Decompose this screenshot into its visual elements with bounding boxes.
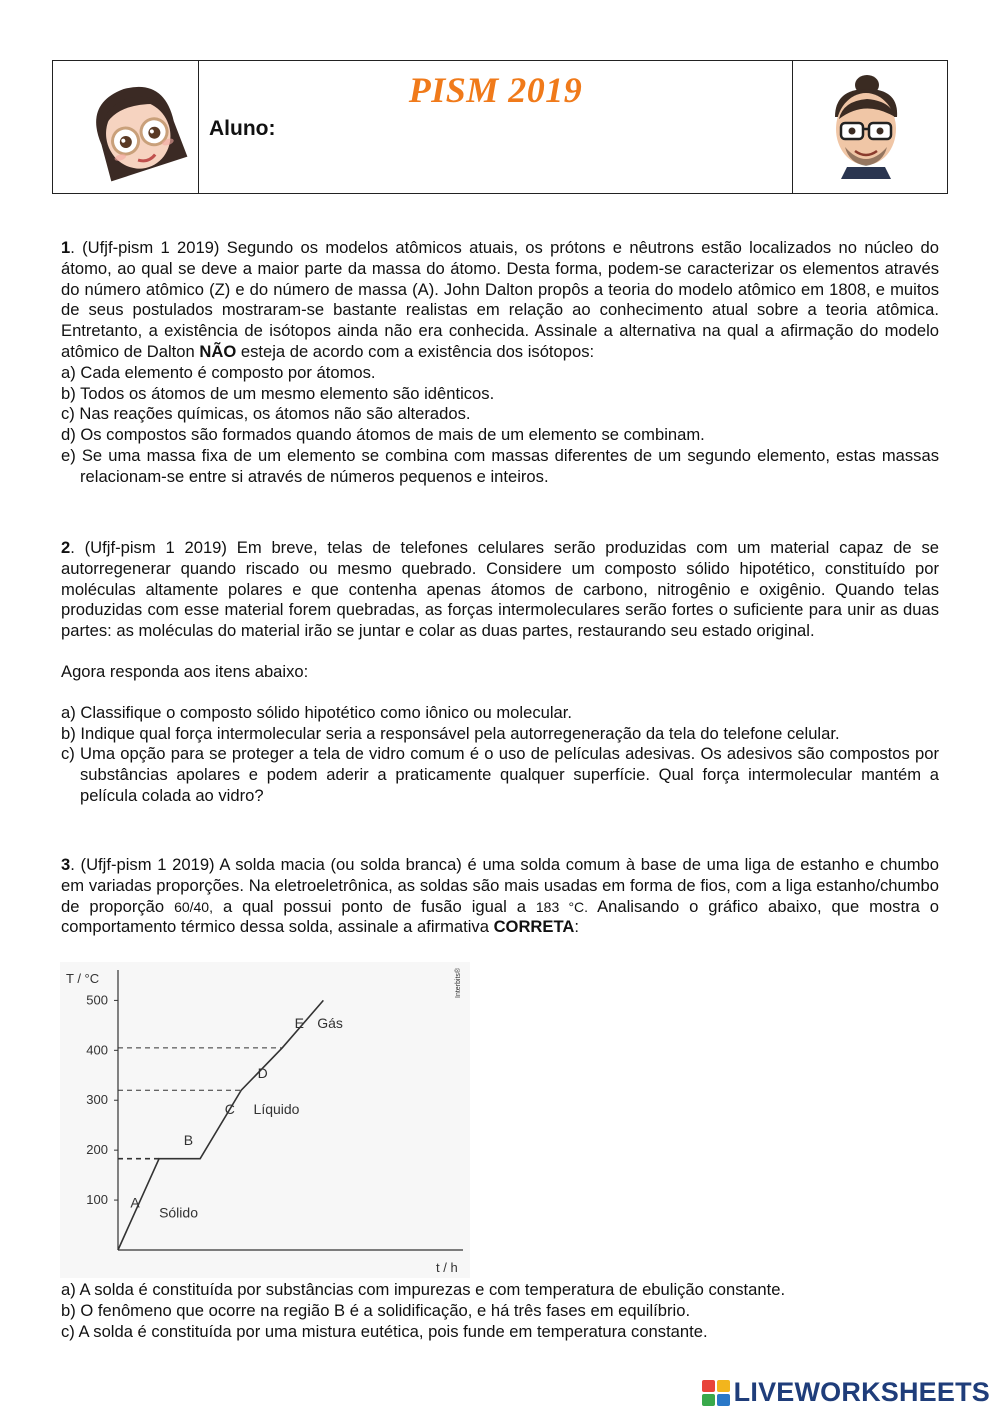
segment-label: D [257, 1064, 268, 1081]
y-tick-label: 200 [86, 1142, 108, 1158]
question-1-option-c[interactable]: c) Nas reações químicas, os átomos não são alterados. [61, 404, 471, 424]
question-1-number: 1 [61, 238, 71, 257]
brand-icon [702, 1380, 730, 1406]
y-tick-label: 400 [86, 1042, 108, 1058]
question-1 [61, 238, 939, 488]
question-2-item-a: a) Classifique o composto sólido hipotético como iônico ou molecular. [61, 702, 572, 722]
brand-square-red [702, 1380, 715, 1392]
alloy-ratio: 60/40, [174, 898, 213, 915]
question-3-option-b[interactable]: b) O fenômeno que ocorre na região B é a solidificação, e há três fases em equilíbrio. [61, 1300, 691, 1320]
y-tick-label: 100 [86, 1192, 108, 1208]
question-1-option-d[interactable]: d) Os compostos são formados quando átomos de mais de um elemento se combinam. [61, 425, 705, 445]
brand-square-green [702, 1394, 715, 1406]
question-1-option-b[interactable]: b) Todos os átomos de um mesmo elemento são idênticos. [61, 383, 495, 403]
y-tick-label: 300 [86, 1092, 108, 1108]
melting-point: 183 °C. [535, 898, 589, 915]
question-3 [61, 855, 939, 938]
phase-annotation: Sólido [159, 1204, 198, 1221]
phase-annotation: Líquido [253, 1101, 300, 1118]
segment-label: E [294, 1014, 304, 1031]
boy-avatar-icon [821, 71, 911, 183]
y-tick-label: 500 [86, 992, 108, 1008]
question-2-stem: 2. (Ufjf-pism 1 2019) Em breve, telas de telefones celulares serão produzidas com um material capaz de se autorregenerar quando riscado ou mesmo quebrado. Considere um composto sólido hipotético, constituído por moléculas altamente polares e que contenha apenas átomos de carbono, nitrogênio e oxigênio. Quando telas produzidas com esse material forem quebradas, as forças intermoleculares serão fortes o suficiente para unir as duas partes: as moléculas do material irão se juntar e colar as duas partes, restaurando seu estado original. [61, 538, 939, 641]
page-title: PISM 2019 [408, 70, 583, 110]
chart-credit: Interbits® [455, 967, 462, 998]
segment-label: C [224, 1101, 235, 1118]
header-right-cell [792, 61, 947, 193]
header-middle-cell [199, 61, 792, 193]
question-2-number: 2 [61, 538, 71, 557]
question-3-options [61, 1280, 939, 1342]
phase-annotation: Gás [317, 1014, 343, 1031]
question-3-stem: 3. (Ufjf-pism 1 2019) A solda macia (ou solda branca) é uma solda comum à base de uma liga de estanho e chumbo em variadas proporções. Na eletroeletrônica, as soldas são mais usadas em forma de fios, com a liga estanho/chumbo de proporção 60/40, a qual possui ponto de fusão igual a 183 °C. Analisando o gráfico abaixo, que mostra o comportamento térmico dessa solda, assinale a afirmativa CORRETA: [61, 855, 939, 937]
y-axis-label: T / °C [66, 971, 100, 986]
segment-label: B [183, 1132, 194, 1149]
liveworksheets-logo [702, 1377, 990, 1408]
x-axis-label: t / h [436, 1260, 458, 1275]
brand-text: LIVEWORKSHEETS [733, 1377, 990, 1407]
question-1-option-a[interactable]: a) Cada elemento é composto por átomos. [61, 362, 376, 382]
question-2-item-c: c) Uma opção para se proteger a tela de vidro comum é o uso de películas adesivas. Os adesivos são compostos por substâncias apolares e podem aderir a praticamente qualquer superfície. Qual força intermolecular mantém a película colada ao vidro? [61, 744, 939, 805]
segment-label: A [130, 1194, 140, 1211]
question-1-option-e[interactable]: e) Se uma massa fixa de um elemento se combina com massas diferentes de um segundo elemento, estas massas relacionam-se entre si através de números pequenos e inteiros. [61, 445, 939, 486]
student-label: Aluno: [209, 117, 276, 140]
question-3-option-c[interactable]: c) A solda é constituída por uma mistura eutética, pois funde em temperatura constante. [61, 1321, 708, 1341]
question-1-stem: 1. (Ufjf-pism 1 2019) Segundo os modelos atômicos atuais, os prótons e nêutrons estão localizados no núcleo do átomo, ao qual se deve a maior parte da massa do átomo. Desta forma, podem-se caracterizar os elementos através do número atômico (Z) e do número de massa (A). John Dalton propôs a teoria do modelo atômico em 1808, e muitos de seus postulados mostraram-se bastante realistas em relação ao conhecimento atual sobre a teoria atômica. Entretanto, a existência de isótopos ainda não era conhecida. Assinale a alternativa na qual a afirmação do modelo atômico de Dalton NÃO esteja de acordo com a existência dos isótopos: [61, 238, 939, 361]
chart-background [60, 962, 470, 1278]
header-left-cell [53, 61, 199, 193]
brand-square-blue [717, 1394, 730, 1406]
brand-square-yellow [717, 1380, 730, 1392]
question-3-option-a[interactable]: a) A solda é constituída por substâncias com impurezas e com temperatura de ebulição constante. [61, 1280, 786, 1299]
question-2-item-b: b) Indique qual força intermolecular seria a responsável pela autorregeneração da tela do telefone celular. [61, 723, 840, 743]
header-table [52, 60, 948, 194]
heating-curve-chart [60, 962, 470, 1278]
question-2 [61, 538, 939, 807]
question-2-prompt: Agora responda aos itens abaixo: [61, 661, 309, 681]
girl-avatar-icon [81, 75, 193, 187]
question-3-number: 3 [61, 855, 71, 874]
